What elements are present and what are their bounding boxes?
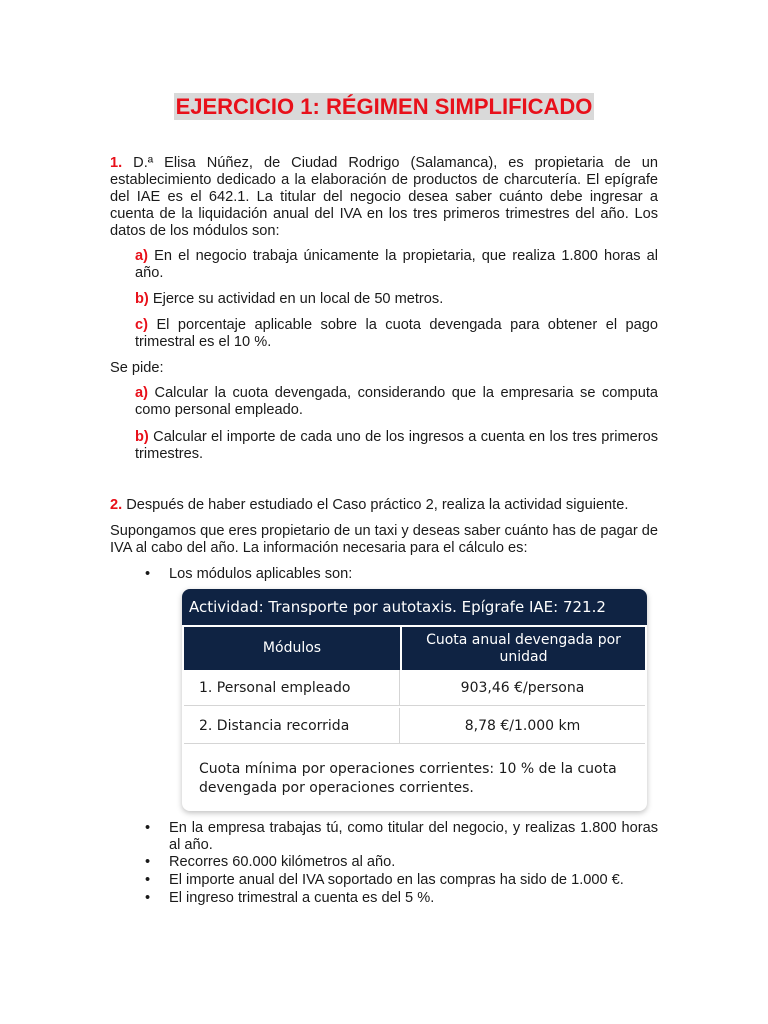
bullet-modules-text: Los módulos aplicables son: (169, 566, 353, 582)
ex1-task-a-text: Calcular la cuota devengada, considerando que la empresaria se computa como personal empleado. (135, 385, 658, 418)
ex1-task-b (135, 429, 658, 463)
ex1-number: 1. (110, 155, 123, 171)
ex2-intro (110, 497, 658, 514)
ex1-task-a-label: a) (135, 385, 148, 401)
ex1-data-a-text: En el negocio trabaja únicamente la propietaria, que realiza 1.800 horas al año. (135, 248, 658, 281)
table-row-1-modulo: 1. Personal empleado (184, 670, 400, 706)
page-title: EJERCICIO 1: RÉGIMEN SIMPLIFICADO (175, 94, 593, 119)
ex2-para: Supongamos que eres propietario de un taxi y deseas saber cuánto has de pagar de IVA al cabo del año. La información necesaria para el cálculo es: (110, 523, 658, 556)
table-row-2-modulo: 2. Distancia recorrida (184, 708, 400, 744)
bullet-dot: • (145, 890, 151, 906)
ex1-intro-text: D.ª Elisa Núñez, de Ciudad Rodrigo (Salamanca), es propietaria de un establecimiento dedicado a la elaboración de productos de charcutería. El epígrafe del IAE es el 642.1. La titular del negocio desea saber cuánto debe ingresar a cuenta de la liquidación anual del IVA en los tres primeros trimestres del año. Los datos de los módulos son: (110, 155, 658, 239)
table-footer: Cuota mínima por operaciones corrientes: 10 % de la cuota devengada por operaciones corrientes. (199, 761, 617, 796)
ex1-task-b-label: b) (135, 429, 149, 445)
ex1-data-b-label: b) (135, 291, 149, 307)
ex2-intro-text: Después de haber estudiado el Caso práctico 2, realiza la actividad siguiente. (126, 497, 629, 513)
ex1-task-a (135, 385, 658, 419)
modules-table (182, 589, 647, 811)
table-row-1-cuota: 903,46 €/persona (400, 670, 645, 706)
ex1-data-c-label: c) (135, 317, 148, 333)
ex2-number: 2. (110, 497, 123, 513)
table-col-modulos: Módulos (184, 627, 400, 670)
bullet-dot: • (145, 854, 151, 870)
bullet-text: Recorres 60.000 kilómetros al año. (169, 854, 396, 870)
ex1-data-c-text: El porcentaje aplicable sobre la cuota devengada para obtener el pago trimestral es el 10 %. (135, 317, 658, 350)
bullet-text: El importe anual del IVA soportado en las compras ha sido de 1.000 €. (169, 872, 624, 888)
ex1-data-b-text: Ejerce su actividad en un local de 50 metros. (152, 291, 444, 307)
ex1-data-b (135, 291, 658, 308)
bullet-dot: • (145, 566, 151, 582)
ex1-data-c (135, 317, 658, 351)
bullet-item (145, 854, 658, 871)
bullet-modules (145, 566, 658, 583)
ex1-data-a-label: a) (135, 248, 148, 264)
bullet-dot: • (145, 820, 151, 836)
bullet-item (145, 872, 658, 889)
bullet-dot: • (145, 872, 151, 888)
se-pide: Se pide: (110, 360, 164, 376)
bullet-item (145, 890, 658, 907)
ex1-task-b-text: Calcular el importe de cada uno de los ingresos a cuenta en los tres primeros trimestres. (135, 429, 658, 462)
table-heading: Actividad: Transporte por autotaxis. Epígrafe IAE: 721.2 (182, 589, 647, 625)
bullet-item (145, 820, 658, 854)
table-row-2-cuota: 8,78 €/1.000 km (400, 708, 645, 744)
ex1-intro (110, 155, 658, 240)
ex1-data-a (135, 248, 658, 282)
bullet-text: El ingreso trimestral a cuenta es del 5 %. (169, 890, 435, 906)
title-wrap (0, 93, 768, 120)
table-col-cuota: Cuota anual devengada por unidad (402, 627, 645, 670)
bullet-text: En la empresa trabajas tú, como titular del negocio, y realizas 1.800 horas al año. (169, 820, 658, 853)
